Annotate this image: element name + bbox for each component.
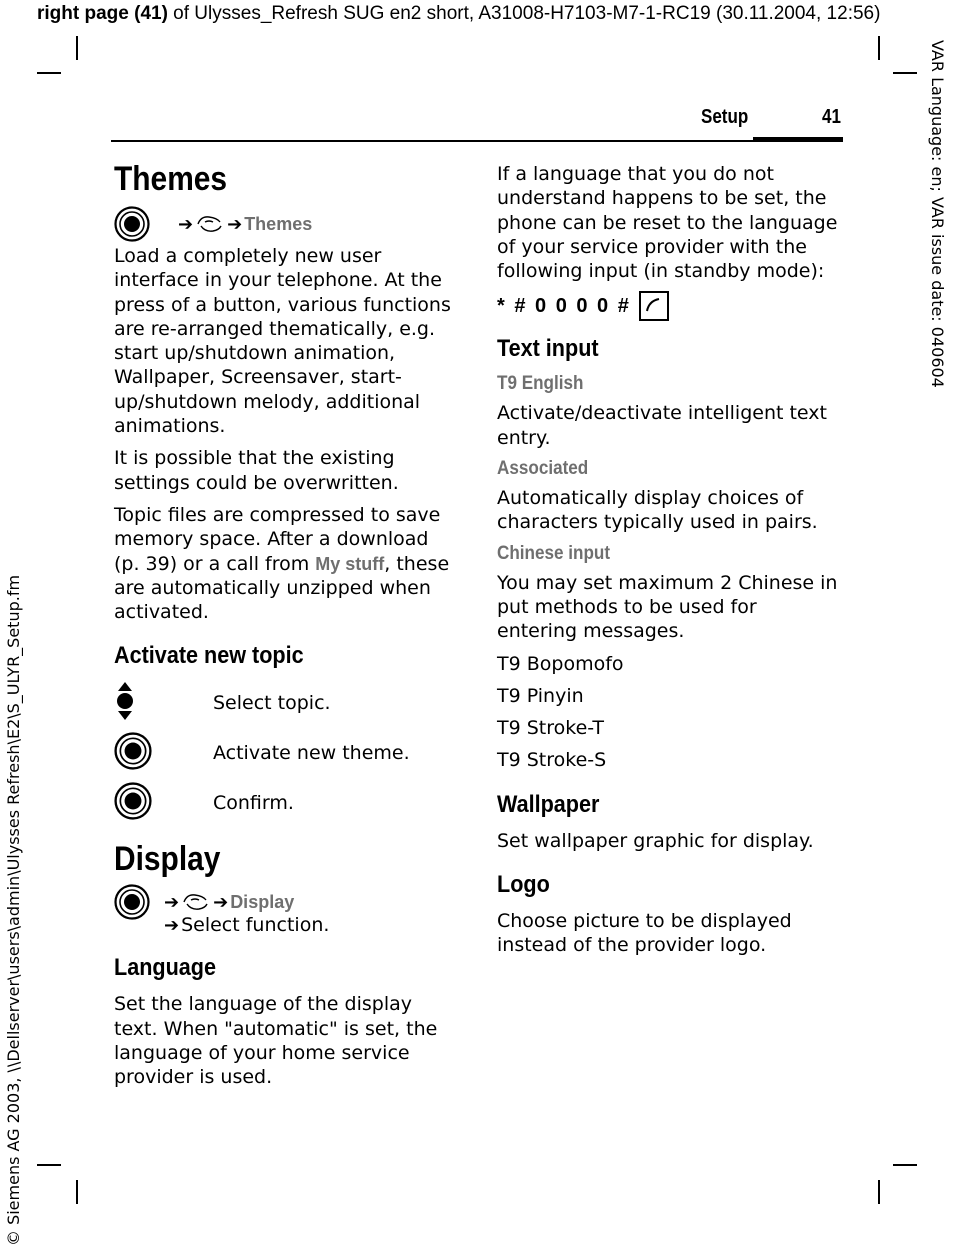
setup-menu-icon [181,890,211,914]
running-head-section: Setup [701,106,749,128]
logo-heading: Logo [497,871,550,899]
arrow-icon: ➔ [227,213,243,235]
input-method-item: T9 Bopomofo [497,652,624,675]
input-method-item: T9 Stroke-T [497,717,604,740]
select-function-line [162,914,459,936]
display-heading: Display [114,840,221,879]
input-method-item: T9 Stroke-S [497,749,607,772]
chinese-input-text: You may set maximum 2 Chinese in put methods to be used for entering messages. [497,571,838,643]
step-row [114,680,459,726]
left-column [114,150,459,1098]
crop-mark [37,1164,61,1166]
logo-text: Choose picture to be displayed instead of the provider logo. [497,910,792,957]
text-input-heading: Text input [497,335,599,363]
reset-code [497,291,842,321]
input-method-item: T9 Pinyin [497,684,584,707]
activate-topic-heading: Activate new topic [114,642,304,670]
navigation-key-icon [114,206,150,242]
scroll-key-icon [114,681,136,721]
side-note-language: VAR Language: en; VAR issue date: 040604 [928,40,947,388]
step-text: Activate new theme. [213,742,410,765]
header-rule [111,140,753,142]
crop-mark [893,72,917,74]
language-paragraph: Set the language of the display text. When "automatic" is set, the language of your home service provider is used. [114,993,438,1089]
page-number: 41 [822,106,841,128]
chinese-input-label: Chinese input [497,542,611,564]
crop-mark [893,1164,917,1166]
themes-paragraph: It is possible that the existing settings could be overwritten. [114,447,399,494]
crop-mark [878,1180,880,1204]
menu-ref-my-stuff: My stuff [315,553,385,574]
t9-english-label: T9 English [497,373,584,395]
associated-text: Automatically display choices of characters typically used in pairs. [497,487,818,534]
step-row [114,726,459,780]
activate-steps [114,680,459,826]
side-note-file-path: © Siemens AG 2003, \\Dellserver\users\admin\Ulysses Refresh\E2\S_ULYR_Setup.fm [4,574,23,1246]
crop-mark [76,36,78,60]
themes-paragraph [114,503,459,624]
crop-mark [37,72,61,74]
associated-label: Associated [497,458,589,480]
print-banner-info: of Ulysses_Refresh SUG en2 short, A31008-H7103-M7-1-RC19 (30.11.2004, 12:56) [167,3,881,24]
navigation-key-icon [114,782,152,820]
themes-paragraph: Load a completely new user interface in your telephone. At the press of a button, various functions are re-arranged thematically, e.g. start up/shutdown animation, Wallpaper, Screensaver, start-up/shutdown melody, additional animations. [114,245,451,438]
navigation-key-icon [114,732,152,770]
step-text: Confirm. [213,792,294,815]
t9-english-text: Activate/deactivate intelligent text entry. [497,402,827,449]
paragraph-text: Topic files are compressed to save memory space. After a download (p. 39) or a call from [114,503,441,575]
language-heading: Language [114,954,217,982]
arrow-icon: ➔ [164,891,180,913]
menu-ref-themes: Themes [244,213,313,234]
setup-menu-icon [195,212,225,236]
print-banner-page: right page (41) [37,3,168,24]
call-key-icon [639,291,669,321]
arrow-icon: ➔ [213,891,229,913]
navigation-key-icon [114,884,150,920]
themes-heading: Themes [114,160,228,198]
wallpaper-text: Set wallpaper graphic for display. [497,829,814,852]
arrow-icon: ➔ [178,213,194,235]
step-row [114,780,459,826]
themes-menu-path [114,205,459,243]
right-column [497,150,842,966]
header-rule-accent [753,137,843,142]
crop-mark [878,36,880,60]
select-function-text: Select function. [181,914,330,937]
language-reset-paragraph: If a language that you do not understand happens to be set, the phone can be reset to the language of your service provider with the following input (in standby mode): [497,163,838,283]
paragraph-text: , these are automatically unzipped when activated. [114,552,450,624]
crop-mark [76,1180,78,1204]
step-text: Select topic. [213,692,331,715]
arrow-icon: ➔ [164,915,180,937]
reset-code-text: * # 0 0 0 0 # [497,294,631,317]
menu-ref-display: Display [230,891,295,912]
print-banner [37,3,927,25]
wallpaper-heading: Wallpaper [497,790,600,818]
